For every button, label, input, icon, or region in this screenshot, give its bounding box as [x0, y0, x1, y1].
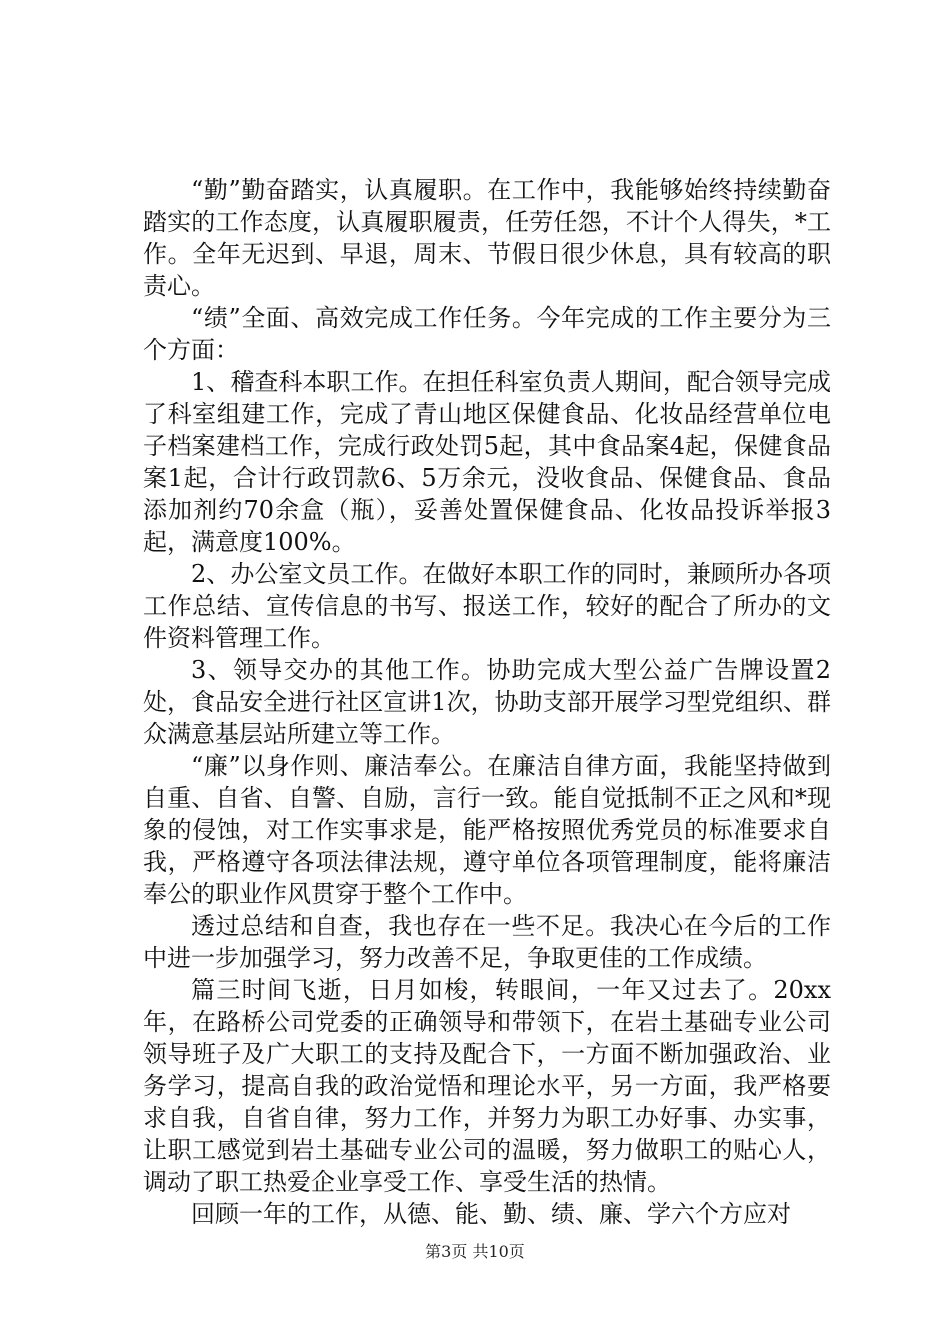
paragraph-item-2: 2、办公室文员工作。在做好本职工作的同时，兼顾所办各项工作总结、宣传信息的书写、报送工作，较好的配合了所办的文件资料管理工作。 — [143, 560, 831, 652]
page-number-footer: 第3页 共10页 — [425, 1242, 525, 1261]
paragraph-item-1: 1、稽查科本职工作。在担任科室负责人期间，配合领导完成了科室组建工作，完成了青山地区保健食品、化妆品经营单位电子档案建档工作，完成行政处罚5起，其中食品案4起，保健食品案1起，合计行政罚款6、5万余元，没收食品、保健食品、食品添加剂约70余盒（瓶），妥善处置保健食品、化妆品投诉举报3起，满意度100%。 — [143, 368, 831, 556]
paragraph-qin: “勤”勤奋踏实，认真履职。在工作中，我能够始终持续勤奋踏实的工作态度，认真履职履责，任劳任怨，不计个人得失，*工作。全年无迟到、早退，周末、节假日很少休息，具有较高的职责心。 — [143, 176, 831, 300]
paragraph-item-3: 3、领导交办的其他工作。协助完成大型公益广告牌设置2处，食品安全进行社区宣讲1次，协助支部开展学习型党组织、群众满意基层站所建立等工作。 — [143, 656, 831, 748]
paragraph-part-three: 篇三时间飞逝，日月如梭，转眼间，一年又过去了。20xx年，在路桥公司党委的正确领导和带领下，在岩土基础专业公司领导班子及广大职工的支持及配合下，一方面不断加强政治、业务学习，提高自我的政治觉悟和理论水平，另一方面，我严格要求自我，自省自律，努力工作，并努力为职工办好事、办实事，让职工感觉到岩土基础专业公司的温暖，努力做职工的贴心人，调动了职工热爱企业享受工作、享受生活的热情。 — [143, 976, 831, 1196]
document-body — [143, 174, 831, 1230]
paragraph-review: 回顾一年的工作，从德、能、勤、绩、廉、学六个方应对 — [191, 1200, 791, 1228]
paragraph-ji-intro: “绩”全面、高效完成工作任务。今年完成的工作主要分为三个方面： — [143, 304, 831, 364]
paragraph-self-review: 透过总结和自查，我也存在一些不足。我决心在今后的工作中进一步加强学习，努力改善不足，争取更佳的工作成绩。 — [143, 912, 831, 972]
paragraph-lian: “廉”以身作则、廉洁奉公。在廉洁自律方面，我能坚持做到自重、自省、自警、自励，言行一致。能自觉抵制不正之风和*现象的侵蚀，对工作实事求是，能严格按照优秀党员的标准要求自我，严格遵守各项法律法规，遵守单位各项管理制度，能将廉洁奉公的职业作风贯穿于整个工作中。 — [143, 752, 831, 908]
